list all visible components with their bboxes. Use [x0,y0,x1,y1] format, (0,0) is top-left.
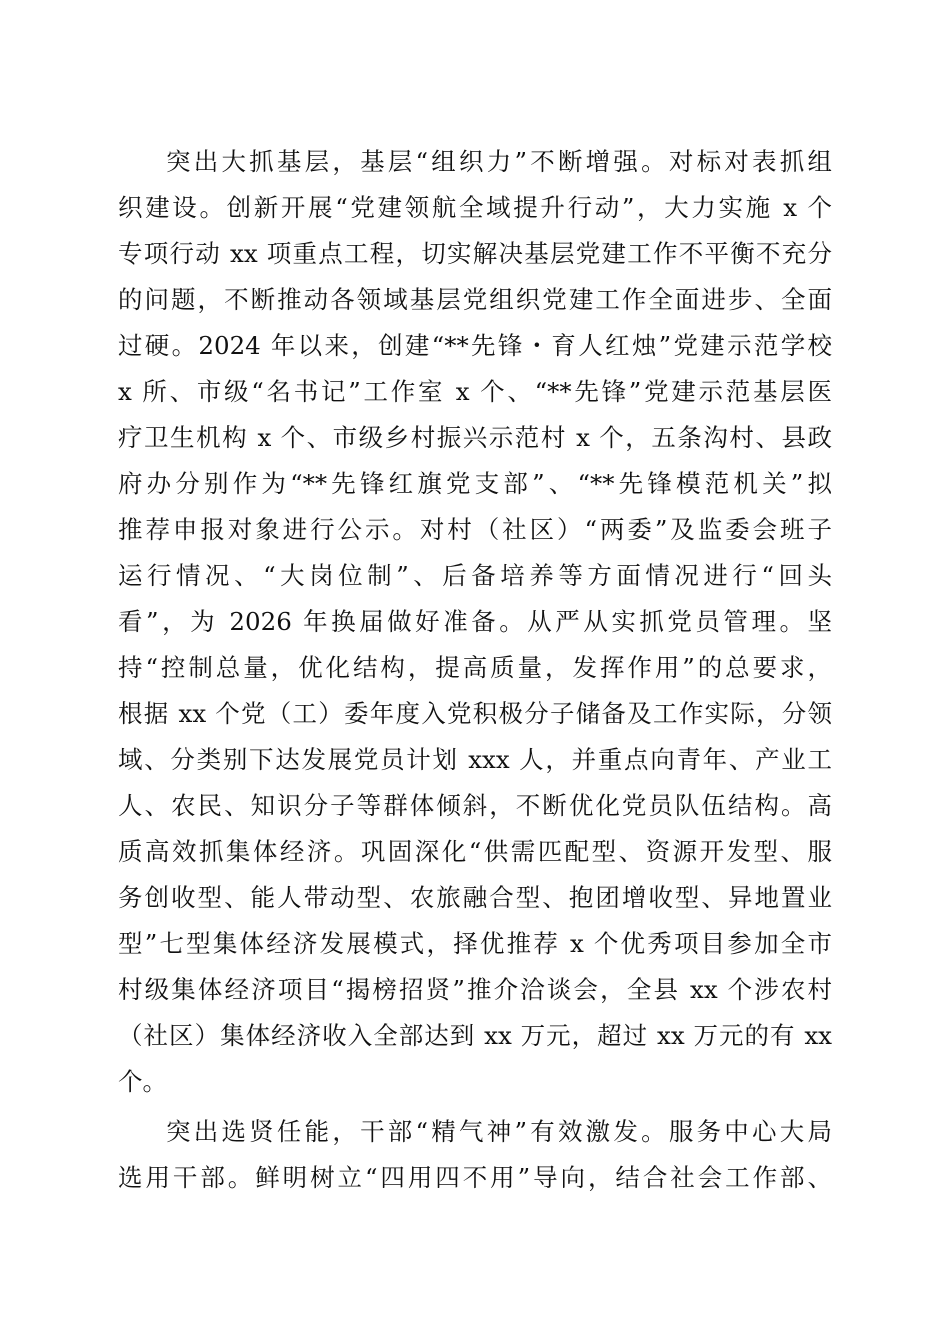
paragraph-1-line-15: 人、农民、知识分子等群体倾斜，不断优化党员队伍结构。高 [118,791,832,820]
paragraph-1-line-14: 域、分类别下达发展党员计划 xxx 人，并重点向青年、产业工 [118,745,832,774]
paragraph-2-line-2: 选用干部。鲜明树立“四用四不用”导向，结合社会工作部、 [118,1163,832,1192]
paragraph-1-line-21: 个。 [118,1067,167,1096]
paragraph-1-line-18: 型”七型集体经济发展模式，择优推荐 x 个优秀项目参加全市 [118,929,832,958]
paragraph-1-line-10: 运行情况、“大岗位制”、后备培养等方面情况进行“回头 [118,561,832,590]
paragraph-1-line-20: （社区）集体经济收入全部达到 xx 万元，超过 xx 万元的有 xx [118,1021,832,1050]
paragraph-1-line-4: 的问题，不断推动各领域基层党组织党建工作全面进步、全面 [118,285,832,314]
paragraph-1-line-2: 织建设。创新开展“党建领航全域提升行动”，大力实施 x 个 [118,193,832,222]
paragraph-1-line-17: 务创收型、能人带动型、农旅融合型、抱团增收型、异地置业 [118,883,832,912]
paragraph-1-line-1: 突出大抓基层，基层“组织力”不断增强。对标对表抓组 [166,147,832,176]
paragraph-1-line-5: 过硬。2024 年以来，创建“**先锋・育人红烛”党建示范学校 [118,331,832,360]
paragraph-1-line-16: 质高效抓集体经济。巩固深化“供需匹配型、资源开发型、服 [118,837,832,866]
paragraph-1-line-13: 根据 xx 个党（工）委年度入党积极分子储备及工作实际，分领 [118,699,832,728]
paragraph-1-line-8: 府办分别作为“**先锋红旗党支部”、“**先锋模范机关”拟 [118,469,832,498]
paragraph-1-line-19: 村级集体经济项目“揭榜招贤”推介洽谈会，全县 xx 个涉农村 [118,975,832,1004]
paragraph-1-line-6: x 所、市级“名书记”工作室 x 个、“**先锋”党建示范基层医 [118,377,832,406]
paragraph-2-line-1: 突出选贤任能，干部“精气神”有效激发。服务中心大局 [166,1117,832,1146]
paragraph-1-line-7: 疗卫生机构 x 个、市级乡村振兴示范村 x 个，五条沟村、县政 [118,423,832,452]
paragraph-1-line-11: 看”，为 2026 年换届做好准备。从严从实抓党员管理。坚 [118,607,832,636]
paragraph-1-line-9: 推荐申报对象进行公示。对村（社区）“两委”及监委会班子 [118,515,832,544]
paragraph-1-line-12: 持“控制总量，优化结构，提高质量，发挥作用”的总要求， [118,653,832,682]
paragraph-1-line-3: 专项行动 xx 项重点工程，切实解决基层党建工作不平衡不充分 [118,239,832,268]
